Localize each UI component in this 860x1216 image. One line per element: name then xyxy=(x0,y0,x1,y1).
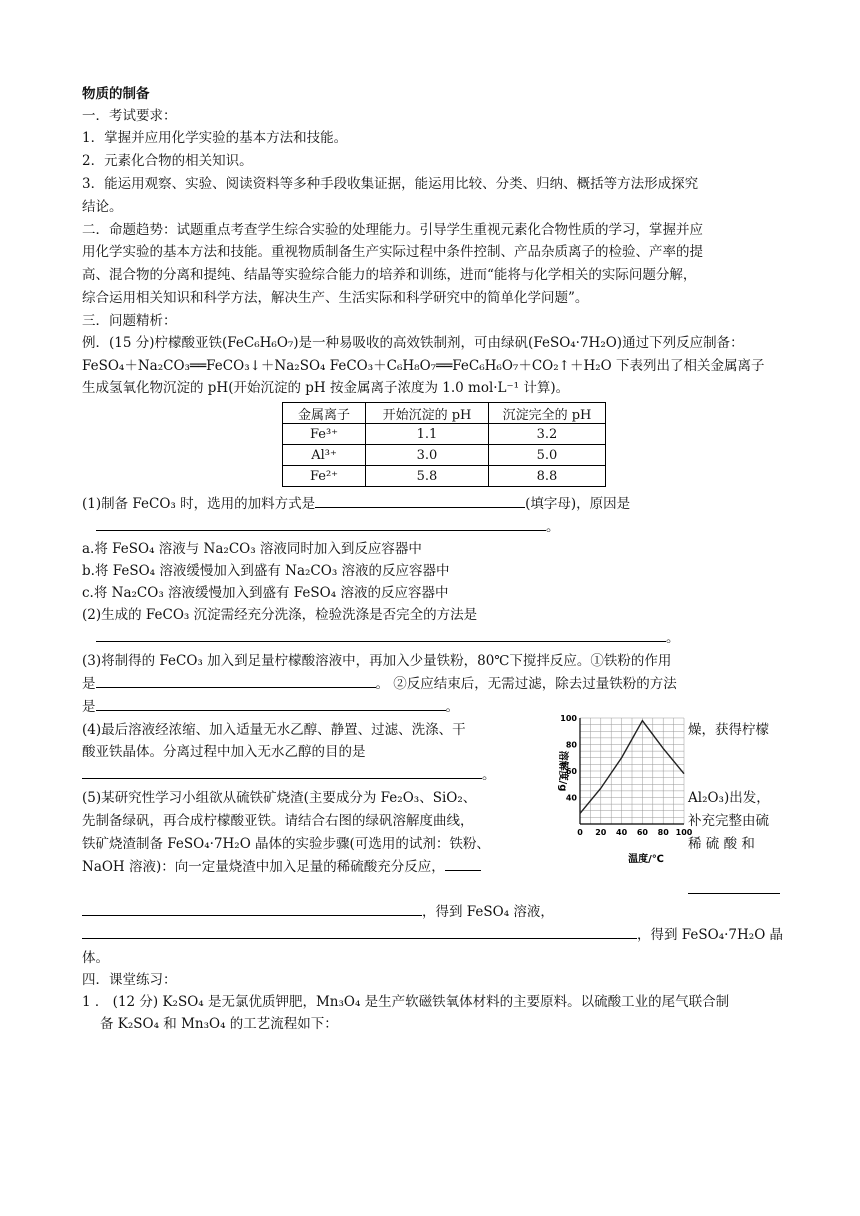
table-cell: 5.0 xyxy=(489,445,606,466)
table-cell: Fe²⁺ xyxy=(283,466,366,487)
question-5-line5 xyxy=(82,902,554,922)
option-a: a.将 FeSO₄ 溶液与 Na₂CO₃ 溶液同时加入到反应容器中 xyxy=(82,541,422,557)
option-c: c.将 Na₂CO₃ 溶液缓慢加入到盛有 FeSO₄ 溶液的反应容器中 xyxy=(82,585,449,601)
table-cell: 3.0 xyxy=(366,445,489,466)
answer-blank[interactable] xyxy=(82,766,482,779)
question-5-text: NaOH 溶液)：向一定量烧渣中加入足量的稀硫酸充分反应， xyxy=(82,859,445,875)
trend-line4: 综合运用相关知识和科学方法，解决生产、生活实际和科学研究中的简单化学问题”。 xyxy=(82,290,589,306)
trend-line2: 用化学实验的基本方法和技能。重视物质制备生产实际过程中条件控制、产品杂质离子的检验、产率的提 xyxy=(82,244,703,260)
solubility-chart xyxy=(552,712,692,872)
punct: 。 xyxy=(445,699,459,715)
y-axis-label: 溶解度/g xyxy=(557,750,568,792)
section-analysis: 三．问题精析： xyxy=(82,313,177,329)
table-row xyxy=(283,445,606,466)
question-3-line1: (3)将制得的 FeCO₃ 加入到足量柠檬酸溶液中，再加入少量铁粉，80℃下搅拌反应。①铁粉的作用 xyxy=(82,653,672,669)
example-line3: 生成氢氧化物沉淀的 pH(开始沉淀的 pH 按金属离子浓度为 1.0 mol·L⁻¹ 计算)。 xyxy=(82,380,570,396)
table-cell: 3.2 xyxy=(489,424,606,445)
question-5-text-3: ，得到 FeSO₄·7H₂O 晶 xyxy=(637,927,784,943)
question-4-line1-right: 燥，获得柠檬 xyxy=(688,722,769,738)
question-1-text-2: (填字母)，原因是 xyxy=(525,496,631,512)
table-header: 开始沉淀的 pH xyxy=(366,403,489,424)
answer-blank[interactable] xyxy=(688,881,780,894)
question-3-text: 是 xyxy=(82,676,96,692)
x-tick-label: 0 xyxy=(577,828,583,837)
example-line2: FeSO₄＋Na₂CO₃══FeCO₃↓＋Na₂SO₄ FeCO₃＋C₆H₈O₇══FeC₆H₆O₇＋CO₂↑＋H₂O 下表列出了相关金属离子 xyxy=(82,358,765,374)
y-tick-label: 80 xyxy=(565,740,577,750)
section-requirements: 一．考试要求： xyxy=(82,108,177,124)
question-3-line2 xyxy=(82,674,677,694)
question-2: (2)生成的 FeCO₃ 沉淀需经充分洗涤，检验洗涤是否完全的方法是 xyxy=(82,607,478,623)
question-5-line4-right xyxy=(688,880,780,900)
table-header-row xyxy=(283,403,606,424)
doc-title: 物质的制备 xyxy=(82,86,150,102)
x-axis-label: 温度/℃ xyxy=(628,854,664,865)
trend-line3: 高、混合物的分离和提纯、结晶等实验综合能力的培养和训练，进而“能将与化学相关的实际问题分解， xyxy=(82,267,697,283)
punct: 。 xyxy=(666,630,680,646)
option-b: b.将 FeSO₄ 溶液缓慢加入到盛有 Na₂CO₃ 溶液的反应容器中 xyxy=(82,563,450,579)
question-5-text-2: ，得到 FeSO₄ 溶液， xyxy=(422,904,554,920)
requirement-3-line1: 3．能运用观察、实验、阅读资料等多种手段收集证据，能运用比较、分类、归纳、概括等方法形成探究 xyxy=(82,176,699,192)
ph-table xyxy=(282,402,606,487)
question-5-line3: 铁矿烧渣制备 FeSO₄·7H₂O 晶体的实验步骤(可选用的试剂：铁粉、 xyxy=(82,836,490,852)
question-1-reason xyxy=(96,517,560,537)
x-tick-label: 100 xyxy=(675,828,692,837)
question-3-text-3: 是 xyxy=(82,699,96,715)
practice-1-line2: 备 K₂SO₄ 和 Mn₃O₄ 的工艺流程如下： xyxy=(100,1016,338,1032)
question-5-line4 xyxy=(82,857,481,877)
question-5-line7: 体。 xyxy=(82,950,109,966)
x-tick-label: 80 xyxy=(657,828,669,837)
x-tick-label: 20 xyxy=(595,828,607,837)
x-tick-label: 40 xyxy=(616,828,628,837)
question-1-text: (1)制备 FeCO₃ 时，选用的加料方式是 xyxy=(82,496,316,512)
y-tick-label: 40 xyxy=(565,793,577,803)
question-3-line3 xyxy=(82,697,459,717)
chart-grid xyxy=(580,718,684,824)
table-row xyxy=(283,466,606,487)
question-4-line3 xyxy=(82,765,496,785)
question-3-text-2: 。 ②反应结束后，无需过滤，除去过量铁粉的方法 xyxy=(375,676,677,692)
question-5-line1-right: Al₂O₃)出发， xyxy=(688,790,770,806)
question-5-line2-right: 补充完整由硫 xyxy=(688,813,769,829)
table-cell: Fe³⁺ xyxy=(283,424,366,445)
question-5-line3-right: 稀 硫 酸 和 xyxy=(688,836,755,852)
requirement-3-line2: 结论。 xyxy=(82,199,123,215)
answer-blank[interactable] xyxy=(315,495,525,508)
question-1 xyxy=(82,494,630,514)
answer-blank[interactable] xyxy=(96,675,376,688)
question-5-line1: (5)某研究性学习小组欲从硫铁矿烧渣(主要成分为 Fe₂O₃、SiO₂、 xyxy=(82,790,477,806)
question-2-answer xyxy=(96,628,680,648)
answer-blank[interactable] xyxy=(445,858,481,871)
trend-line1: 二．命题趋势：试题重点考查学生综合实验的处理能力。引导学生重视元素化合物性质的学习，掌握并应 xyxy=(82,222,703,238)
table-cell: 5.8 xyxy=(366,466,489,487)
question-5-line2: 先制备绿矾，再合成柠檬酸亚铁。请结合右图的绿矾溶解度曲线， xyxy=(82,813,474,829)
table-cell: 8.8 xyxy=(489,466,606,487)
answer-blank[interactable] xyxy=(96,698,446,711)
answer-blank[interactable] xyxy=(96,629,666,642)
table-header: 沉淀完全的 pH xyxy=(489,403,606,424)
punct: 。 xyxy=(546,519,560,535)
punct: 。 xyxy=(482,767,496,783)
section-practice: 四．课堂练习： xyxy=(82,972,177,988)
answer-blank[interactable] xyxy=(82,926,637,939)
x-tick-label: 60 xyxy=(636,828,648,837)
requirement-2: 2．元素化合物的相关知识。 xyxy=(82,153,253,169)
table-row xyxy=(283,424,606,445)
question-4-line2: 酸亚铁晶体。分离过程中加入无水乙醇的目的是 xyxy=(82,744,366,760)
question-5-line6 xyxy=(82,925,783,945)
y-tick-label: 60 xyxy=(565,767,577,776)
answer-blank[interactable] xyxy=(82,903,422,916)
y-tick-label: 100 xyxy=(560,714,577,723)
table-cell: Al³⁺ xyxy=(283,445,366,466)
example-line1: 例．(15 分)柠檬酸亚铁(FeC₆H₆O₇)是一种易吸收的高效铁制剂，可由绿矾(FeSO₄·7H₂O)通过下列反应制备： xyxy=(82,335,744,351)
answer-blank[interactable] xyxy=(96,518,546,531)
table-header: 金属离子 xyxy=(283,403,366,424)
question-4-line1: (4)最后溶液经浓缩、加入适量无水乙醇、静置、过滤、洗涤、干 xyxy=(82,722,466,738)
table-cell: 1.1 xyxy=(366,424,489,445)
requirement-1: 1．掌握并应用化学实验的基本方法和技能。 xyxy=(82,130,348,146)
practice-1-line1: 1 ． (12 分) K₂SO₄ 是无氯优质钾肥，Mn₃O₄ 是生产软磁铁氧体材料的主要原料。以硫酸工业的尾气联合制 xyxy=(82,994,730,1010)
